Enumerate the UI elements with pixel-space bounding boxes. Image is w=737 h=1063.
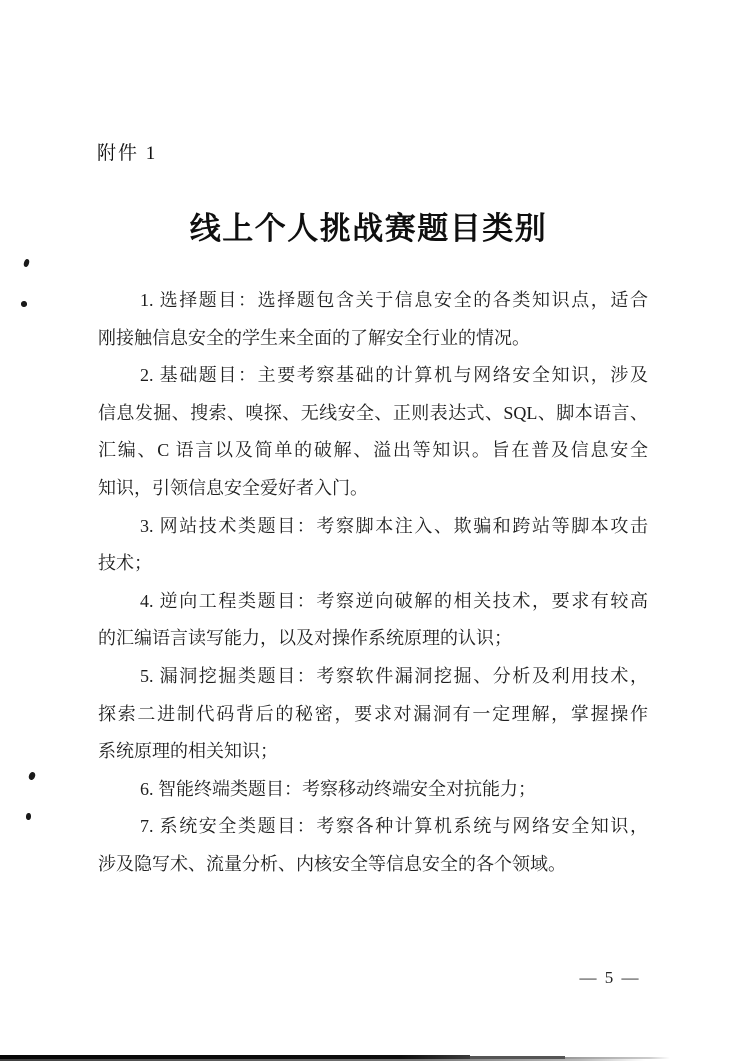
paragraph-2-line-4: 知识，引领信息安全爱好者入门。	[98, 477, 368, 498]
page-number: — 5 —	[579, 968, 641, 987]
paragraph-2-line-1: 2. 基础题目：主要考察基础的计算机与网络安全知识，涉及	[140, 365, 648, 386]
paragraph-5-line-3: 系统原理的相关知识；	[98, 741, 278, 762]
scan-edge-strip	[0, 1059, 645, 1061]
paragraph-4-line-1: 4. 逆向工程类题目：考察逆向破解的相关技术，要求有较高	[140, 590, 648, 611]
document-body	[98, 282, 648, 884]
paragraph-1-line-2: 刚接触信息安全的学生来全面的了解安全行业的情况。	[98, 327, 530, 348]
paragraph-2-line-2: 信息发掘、搜索、嗅探、无线安全、正则表达式、SQL、脚本语言、	[98, 402, 648, 423]
paragraph-3-line-1: 3. 网站技术类题目：考察脚本注入、欺骗和跨站等脚本攻击	[140, 515, 648, 536]
paragraph-5-line-2: 探索二进制代码背后的秘密，要求对漏洞有一定理解，掌握操作	[98, 703, 648, 724]
paragraph-7-line-2: 涉及隐写术、流量分析、内核安全等信息安全的各个领域。	[98, 853, 566, 874]
paragraph-5-line-1: 5. 漏洞挖掘类题目：考察软件漏洞挖掘、分析及利用技术，	[140, 665, 648, 686]
scan-speck	[23, 258, 30, 267]
paragraph-1-line-1: 1. 选择题目：选择题包含关于信息安全的各类知识点，适合	[140, 290, 648, 310]
paragraph-7-line-1: 7. 系统安全类题目：考察各种计算机系统与网络安全知识，	[140, 816, 648, 837]
paragraph-2-line-3: 汇编、C 语言以及简单的破解、溢出等知识。旨在普及信息安全	[98, 440, 648, 461]
scan-speck	[28, 771, 37, 781]
document-title: 线上个人挑战赛题目类别	[189, 211, 548, 246]
paragraph-4-line-2: 的汇编语言读写能力，以及对操作系统原理的认识；	[98, 628, 512, 649]
scan-speck	[26, 813, 32, 820]
attachment-label: 附件 1	[97, 143, 158, 164]
paragraph-6-line-1: 6. 智能终端类题目：考察移动终端安全对抗能力；	[140, 778, 536, 799]
paragraph-3-line-2: 技术；	[98, 553, 152, 574]
scan-speck	[21, 301, 28, 308]
